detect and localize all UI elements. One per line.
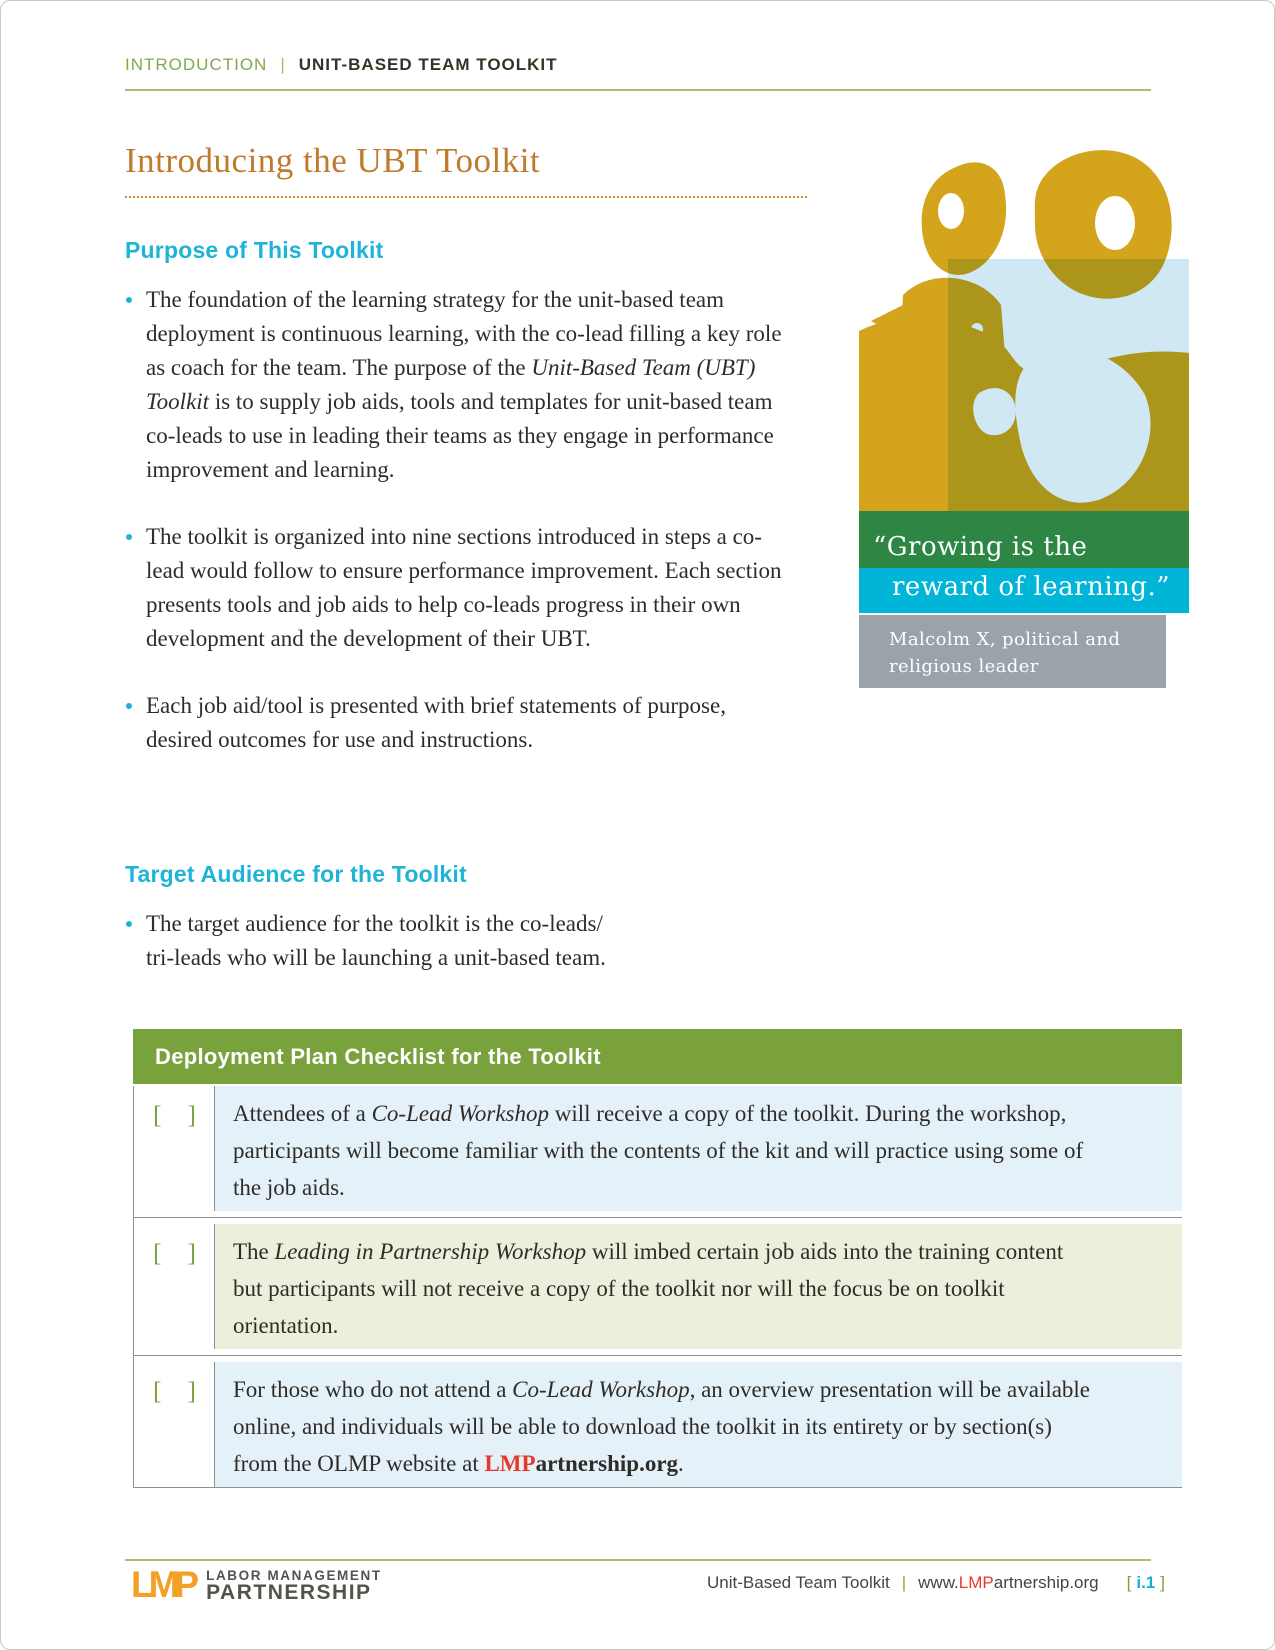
row-divider bbox=[134, 1349, 1182, 1362]
checkbox-icon bbox=[153, 1378, 196, 1406]
bullet-icon bbox=[126, 703, 132, 709]
footer-url-link[interactable] bbox=[918, 1573, 1098, 1592]
row-text: The Leading in Partnership Workshop will imbed certain job aids into the training content but participants will not receive a copy of the toolkit nor will the focus be on toolkit orientation. bbox=[215, 1224, 1182, 1349]
checkbox-cell[interactable] bbox=[134, 1362, 215, 1487]
bullet-icon bbox=[126, 921, 132, 927]
checkbox-close: ] bbox=[187, 1102, 196, 1129]
sidebar-visual bbox=[859, 143, 1189, 688]
row-divider bbox=[134, 1211, 1182, 1224]
bullet-text: The foundation of the learning strategy for the unit-based team deployment is continuous learning, with the co-lead filling a key role as coach for the team. The purpose of the Unit-Based Team (UBT) Toolkit is to supply job aids, tools and templates for unit-based team co-leads to use in leading their teams as they engage in performance improvement and learning. bbox=[146, 287, 782, 482]
table-row bbox=[134, 1362, 1182, 1487]
checklist-body bbox=[133, 1086, 1182, 1488]
checkbox-close: ] bbox=[187, 1240, 196, 1267]
column-divider bbox=[214, 1086, 215, 1487]
url-suffix: artnership.org bbox=[993, 1573, 1099, 1592]
list-item bbox=[125, 283, 797, 487]
lmp-logo-text bbox=[206, 1568, 382, 1603]
row-text: Attendees of a Co-Lead Workshop will receive a copy of the toolkit. During the workshop, participants will become familiar with the contents of the kit and will practice using some of the job aids. bbox=[215, 1086, 1182, 1211]
bullet-text: Each job aid/tool is presented with brief statements of purpose, desired outcomes for use and instructions. bbox=[146, 693, 726, 752]
bullet-text: The target audience for the toolkit is the co-leads/ tri-leads who will be launching a unit-based team. bbox=[146, 911, 606, 970]
bullet-text: The toolkit is organized into nine sections introduced in steps a co-lead would follow to ensure performance improvement. Each section presents tools and job aids to help co-leads progress in their own development and the development of their UBT. bbox=[146, 524, 782, 651]
quote-line-1: “Growing is the bbox=[859, 511, 1189, 568]
logo-line1: LABOR MANAGEMENT bbox=[206, 1568, 382, 1583]
quote-attribution-line2: religious leader bbox=[889, 656, 1039, 677]
checkbox-close: ] bbox=[187, 1378, 196, 1405]
list-item bbox=[125, 520, 797, 656]
checkbox-cell[interactable] bbox=[134, 1224, 215, 1349]
lmp-logo-mark: LMP bbox=[131, 1564, 195, 1605]
section-heading-purpose: Purpose of This Toolkit bbox=[125, 237, 384, 263]
table-row bbox=[134, 1224, 1182, 1349]
footer-doc-title: Unit-Based Team Toolkit bbox=[707, 1573, 890, 1592]
page-number: i.1 bbox=[1136, 1573, 1156, 1592]
photo-duotone bbox=[859, 143, 1189, 511]
row-text: For those who do not attend a Co-Lead Workshop, an overview presentation will be available online, and individuals will be able to download the toolkit in its entirety or by section(s) from the OLMP website at LMPartnership.org. bbox=[215, 1362, 1182, 1487]
checkbox-cell[interactable] bbox=[134, 1086, 215, 1211]
checkbox-open: [ bbox=[153, 1102, 162, 1129]
page-number-badge bbox=[1127, 1573, 1165, 1592]
breadcrumb-title: UNIT-BASED TEAM TOOLKIT bbox=[298, 55, 558, 74]
bullet-icon bbox=[126, 534, 132, 540]
deployment-checklist bbox=[133, 1029, 1182, 1488]
footer-separator: | bbox=[901, 1573, 907, 1592]
checkbox-open: [ bbox=[153, 1240, 162, 1267]
page-number-open: [ bbox=[1126, 1573, 1132, 1592]
bullet-icon bbox=[126, 297, 132, 303]
quote-attribution bbox=[859, 615, 1166, 688]
checklist-header: Deployment Plan Checklist for the Toolkit bbox=[133, 1029, 1182, 1084]
quote-attribution-line1: Malcolm X, political and bbox=[889, 629, 1121, 650]
purpose-bullet-list bbox=[125, 283, 797, 790]
table-row bbox=[134, 1086, 1182, 1211]
page-title: Introducing the UBT Toolkit bbox=[125, 141, 541, 180]
checkbox-icon bbox=[153, 1240, 196, 1268]
lmp-logo bbox=[131, 1564, 382, 1605]
url-brand: LMP bbox=[958, 1573, 994, 1592]
footer-rule bbox=[125, 1559, 1151, 1561]
audience-bullet-list bbox=[125, 907, 797, 1008]
breadcrumb bbox=[125, 55, 558, 75]
list-item bbox=[125, 689, 797, 757]
checkbox-icon bbox=[153, 1102, 196, 1130]
quote-line-2: reward of learning.” bbox=[859, 568, 1189, 613]
section-heading-audience: Target Audience for the Toolkit bbox=[125, 861, 467, 887]
photo-blue-overlay bbox=[948, 259, 1189, 511]
list-item bbox=[125, 907, 797, 975]
title-dotted-rule bbox=[125, 196, 807, 198]
footer-info bbox=[707, 1573, 1165, 1593]
breadcrumb-separator: | bbox=[280, 55, 286, 74]
logo-line2: PARTNERSHIP bbox=[206, 1581, 372, 1604]
header-rule bbox=[125, 89, 1151, 91]
url-prefix: www. bbox=[918, 1573, 959, 1592]
breadcrumb-section: INTRODUCTION bbox=[125, 55, 268, 74]
page-number-close: ] bbox=[1160, 1573, 1165, 1592]
checkbox-open: [ bbox=[153, 1378, 162, 1405]
